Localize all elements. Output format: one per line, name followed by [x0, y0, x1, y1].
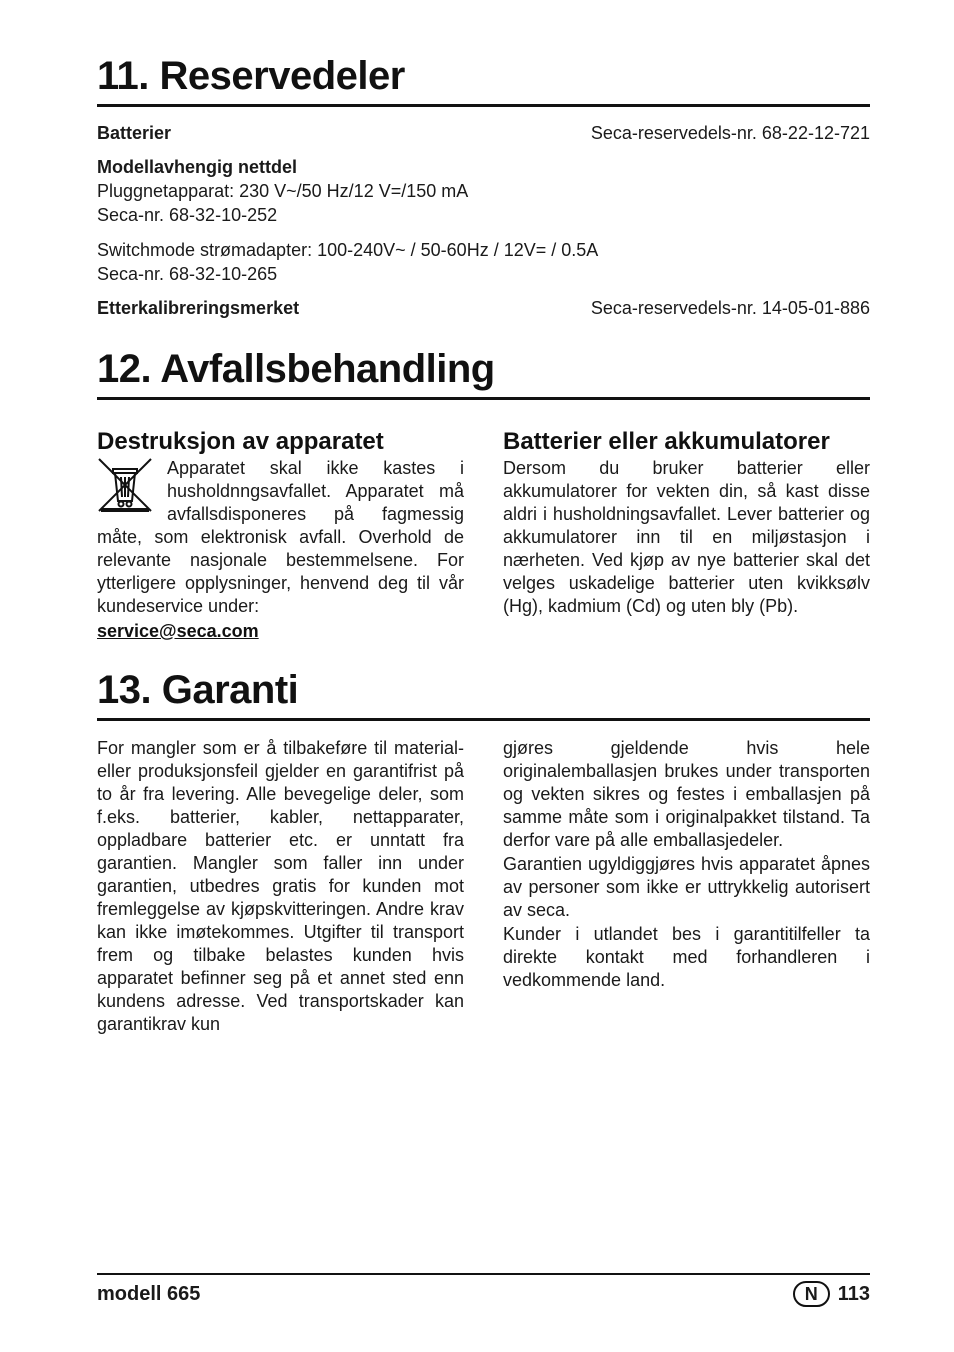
disposal-device	[97, 427, 464, 643]
disposal-batteries	[503, 427, 870, 643]
warranty-text: gjøres gjeldende hvis hele originalemballasjen brukes under transporten og vekten sikres og festes i emballasjen på samme måte som i originalpakket tilstand. Ta derfor vare på alle emballasjedeler.	[503, 738, 870, 850]
page-info	[793, 1281, 870, 1307]
part-label: Batterier	[97, 123, 172, 143]
language-badge: N	[793, 1281, 830, 1307]
warranty-right	[503, 737, 870, 1036]
section-12	[97, 345, 870, 393]
warranty-text: Kunder i utlandet bes i garantitilfeller ta direkte kontakt med forhandleren i vedkommende land.	[503, 924, 870, 990]
warranty-columns	[97, 737, 870, 1036]
battery-text: Dersom du bruker batterier eller akkumulatorer for vekten din, så kast disse aldri i husholdningsavfallet. Lever batterier og akkumulatorer inn til en miljøstasjon i nærheten. Ved kjøp av nye batterier skal det velges uskadelige batterier uten kvikksølv (Hg), kadmium (Cd) og uten bly (Pb).	[503, 458, 870, 616]
page-number: 113	[837, 1283, 870, 1305]
crossed-bin-icon	[97, 457, 153, 513]
part-number: Seca-reservedels-nr. 68-22-12-721	[590, 123, 870, 143]
part-label: Etterkalibreringsmerket	[97, 298, 300, 318]
part-row	[97, 121, 870, 145]
section-title: 13. Garanti	[97, 668, 299, 712]
footer	[97, 1273, 870, 1307]
warranty-text: Garantien ugyldiggjøres hvis apparatet åpnes av personer som ikke er uttrykkelig autorisert av seca.	[503, 854, 870, 920]
part-row	[97, 296, 870, 320]
disposal-text: Apparatet skal ikke kastes i husholdnngsavfallet. Apparatet må avfallsdisponeres på fagmessig måte, som elektronisk avfall. Overhold de relevante nasjonale bestemmelsene. For ytterligere opplysninger, henvend deg til vår kundeservice under:	[97, 458, 464, 616]
part-desc: Switchmode strømadapter: 100-240V~ / 50-60Hz / 12V= / 0.5A	[97, 240, 599, 260]
section-title: 12. Avfallsbehandling	[97, 347, 495, 391]
divider	[97, 1273, 870, 1275]
section-13	[97, 666, 870, 714]
part-number: Seca-reservedels-nr. 14-05-01-886	[590, 298, 870, 318]
model-label: modell 665	[97, 1282, 201, 1305]
subheading: Destruksjon av apparatet	[97, 428, 384, 455]
divider	[97, 718, 870, 721]
footer-row	[97, 1281, 870, 1307]
section-11	[97, 52, 870, 100]
divider	[97, 397, 870, 400]
part-desc: Pluggnetapparat: 230 V~/50 Hz/12 V=/150 mA	[97, 181, 469, 201]
subheading: Batterier eller akkumulatorer	[503, 428, 830, 455]
service-email-link[interactable]: service@seca.com	[97, 621, 259, 641]
part-label: Modellavhengig nettdel	[97, 157, 298, 177]
section-title: 11. Reservedeler	[97, 54, 405, 98]
warranty-text: For mangler som er å tilbakeføre til material- eller produksjonsfeil gjelder en garantifrist på to år fra levering. Alle bevegelige deler, som f.eks. batterier, kabler, nettapparater, oppladbare batterier etc. er unntatt fra garantien. Mangler som faller inn under garantien, utbedres gratis for kunden mot fremleggelse av kjøpskvitteringen. Andre krav kan ikke imøtekommes. Utgifter til transport frem og tilbake belastes kunden hvis apparatet befinner seg på et annet sted enn kundens adresse. Ved transportskader kan garantikrav kun	[97, 738, 464, 1034]
part-number: Seca-nr. 68-32-10-252	[97, 205, 278, 225]
divider	[97, 104, 870, 107]
warranty-left	[97, 737, 464, 1036]
disposal-columns	[97, 427, 870, 643]
part-number: Seca-nr. 68-32-10-265	[97, 264, 278, 284]
parts-list	[97, 121, 870, 320]
